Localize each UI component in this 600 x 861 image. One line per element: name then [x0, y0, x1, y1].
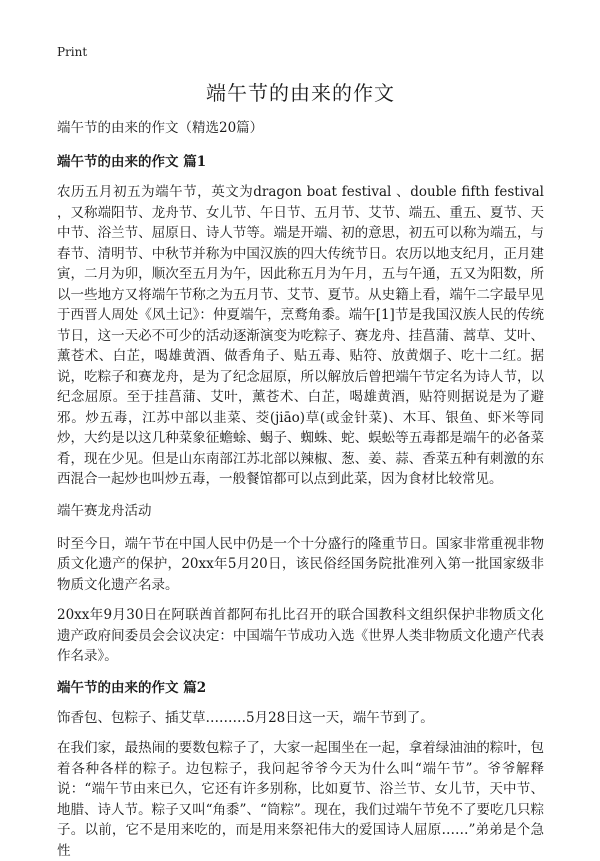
paragraph: 时至今日，端午节在中国人民中仍是一个十分盛行的隆重节日。国家非常重视非物质文化遗产的保护，20xx年5月20日，该民俗经国务院批准列入第一批国家级非物质文化遗产名录。 — [57, 535, 544, 593]
paragraph: 20xx年9月30日在阿联酋首都阿布扎比召开的联合国教科文组织保护非物质文化遗产政府间委员会会议决定：中国端午节成功入选《世界人类非物质文化遗产代表作名录》。 — [57, 607, 544, 664]
paragraph: 饰香包、包粽子、插艾草………5月28日这一天，端午节到了。 — [57, 709, 434, 726]
section-heading-1: 端午节的由来的作文 篇1 — [57, 154, 207, 170]
paragraph: 农历五月初五为端午节，英文为dragon boat festival 、double fifth festival ，又称端阳节、龙舟节、女儿节、午日节、五月节、艾节、端五、重五、夏节、天中节、浴兰节、屈原日、诗人节等。端是开端、初的意思，初五可以称为端五，与春节、清明节、中秋节并称为中国汉族的四大传统节日。农历以地支纪月，正月建寅，二月为卯，顺次至五月为午，因此称五月为午月，五与午通，五又为阳数，所以一些地方又将端午节称之为五月节、艾节、夏节。从史籍上看，端午二字最早见于西晋人周处《风土记》：仲夏端午，烹鹜角黍。端午[1]节是我国汉族人民的传统节日，这一天必不可少的活动逐渐演变为吃粽子、赛龙舟、挂菖蒲、蒿草、艾叶、薰苍术、白芷，喝雄黄酒、做香角子、贴五毒、贴符、放黄烟子、吃十二红。据说，吃粽子和赛龙舟，是为了纪念屈原，所以解放后曾把端午节定名为诗人节，以纪念屈原。至于挂菖蒲、艾叶，薰苍术、白芷，喝雄黄酒，贴符则据说是为了避邪。炒五毒，江苏中部以韭菜、茭(jiāo)草(或金针菜)、木耳、银鱼、虾米等同炒，大约是以这几种菜象征蟾蜍、蝎子、蜘蛛、蛇、蜈蚣等五毒都是端午的必备菜肴，现在少见。但是山东南部江苏北部以辣椒、葱、姜、蒜、香菜五种有刺激的东西混合一起炒也叫炒五毒，一般餐馆都可以点到此菜，因为食材比较常见。 — [57, 184, 544, 487]
section-heading-2: 端午节的由来的作文 篇2 — [57, 679, 207, 696]
paragraph: 在我们家，最热闹的要数包粽子了，大家一起围坐在一起，拿着绿油油的粽叶，包着各种各样的粽子。边包粽子，我问起爷爷今天为什么叫“端午节”。爷爷解释说：“端午节由来已久，它还有许多别称，比如夏节、浴兰节、女儿节，天中节、地腊、诗人节。粽子又叫“角黍”、“筒粽”。现在，我们过端午节免不了要吃几只粽子。以前，它不是用来吃的，而是用来祭祀伟大的爱国诗人屈原……”弟弟是个急性 — [57, 740, 544, 859]
document-subtitle: 端午节的由来的作文（精选20篇） — [57, 120, 264, 136]
section-heading-dragon-boat: 端午赛龙舟活动 — [57, 502, 152, 519]
print-link[interactable]: Print — [57, 45, 88, 59]
document-title: 端午节的由来的作文 — [206, 81, 395, 105]
